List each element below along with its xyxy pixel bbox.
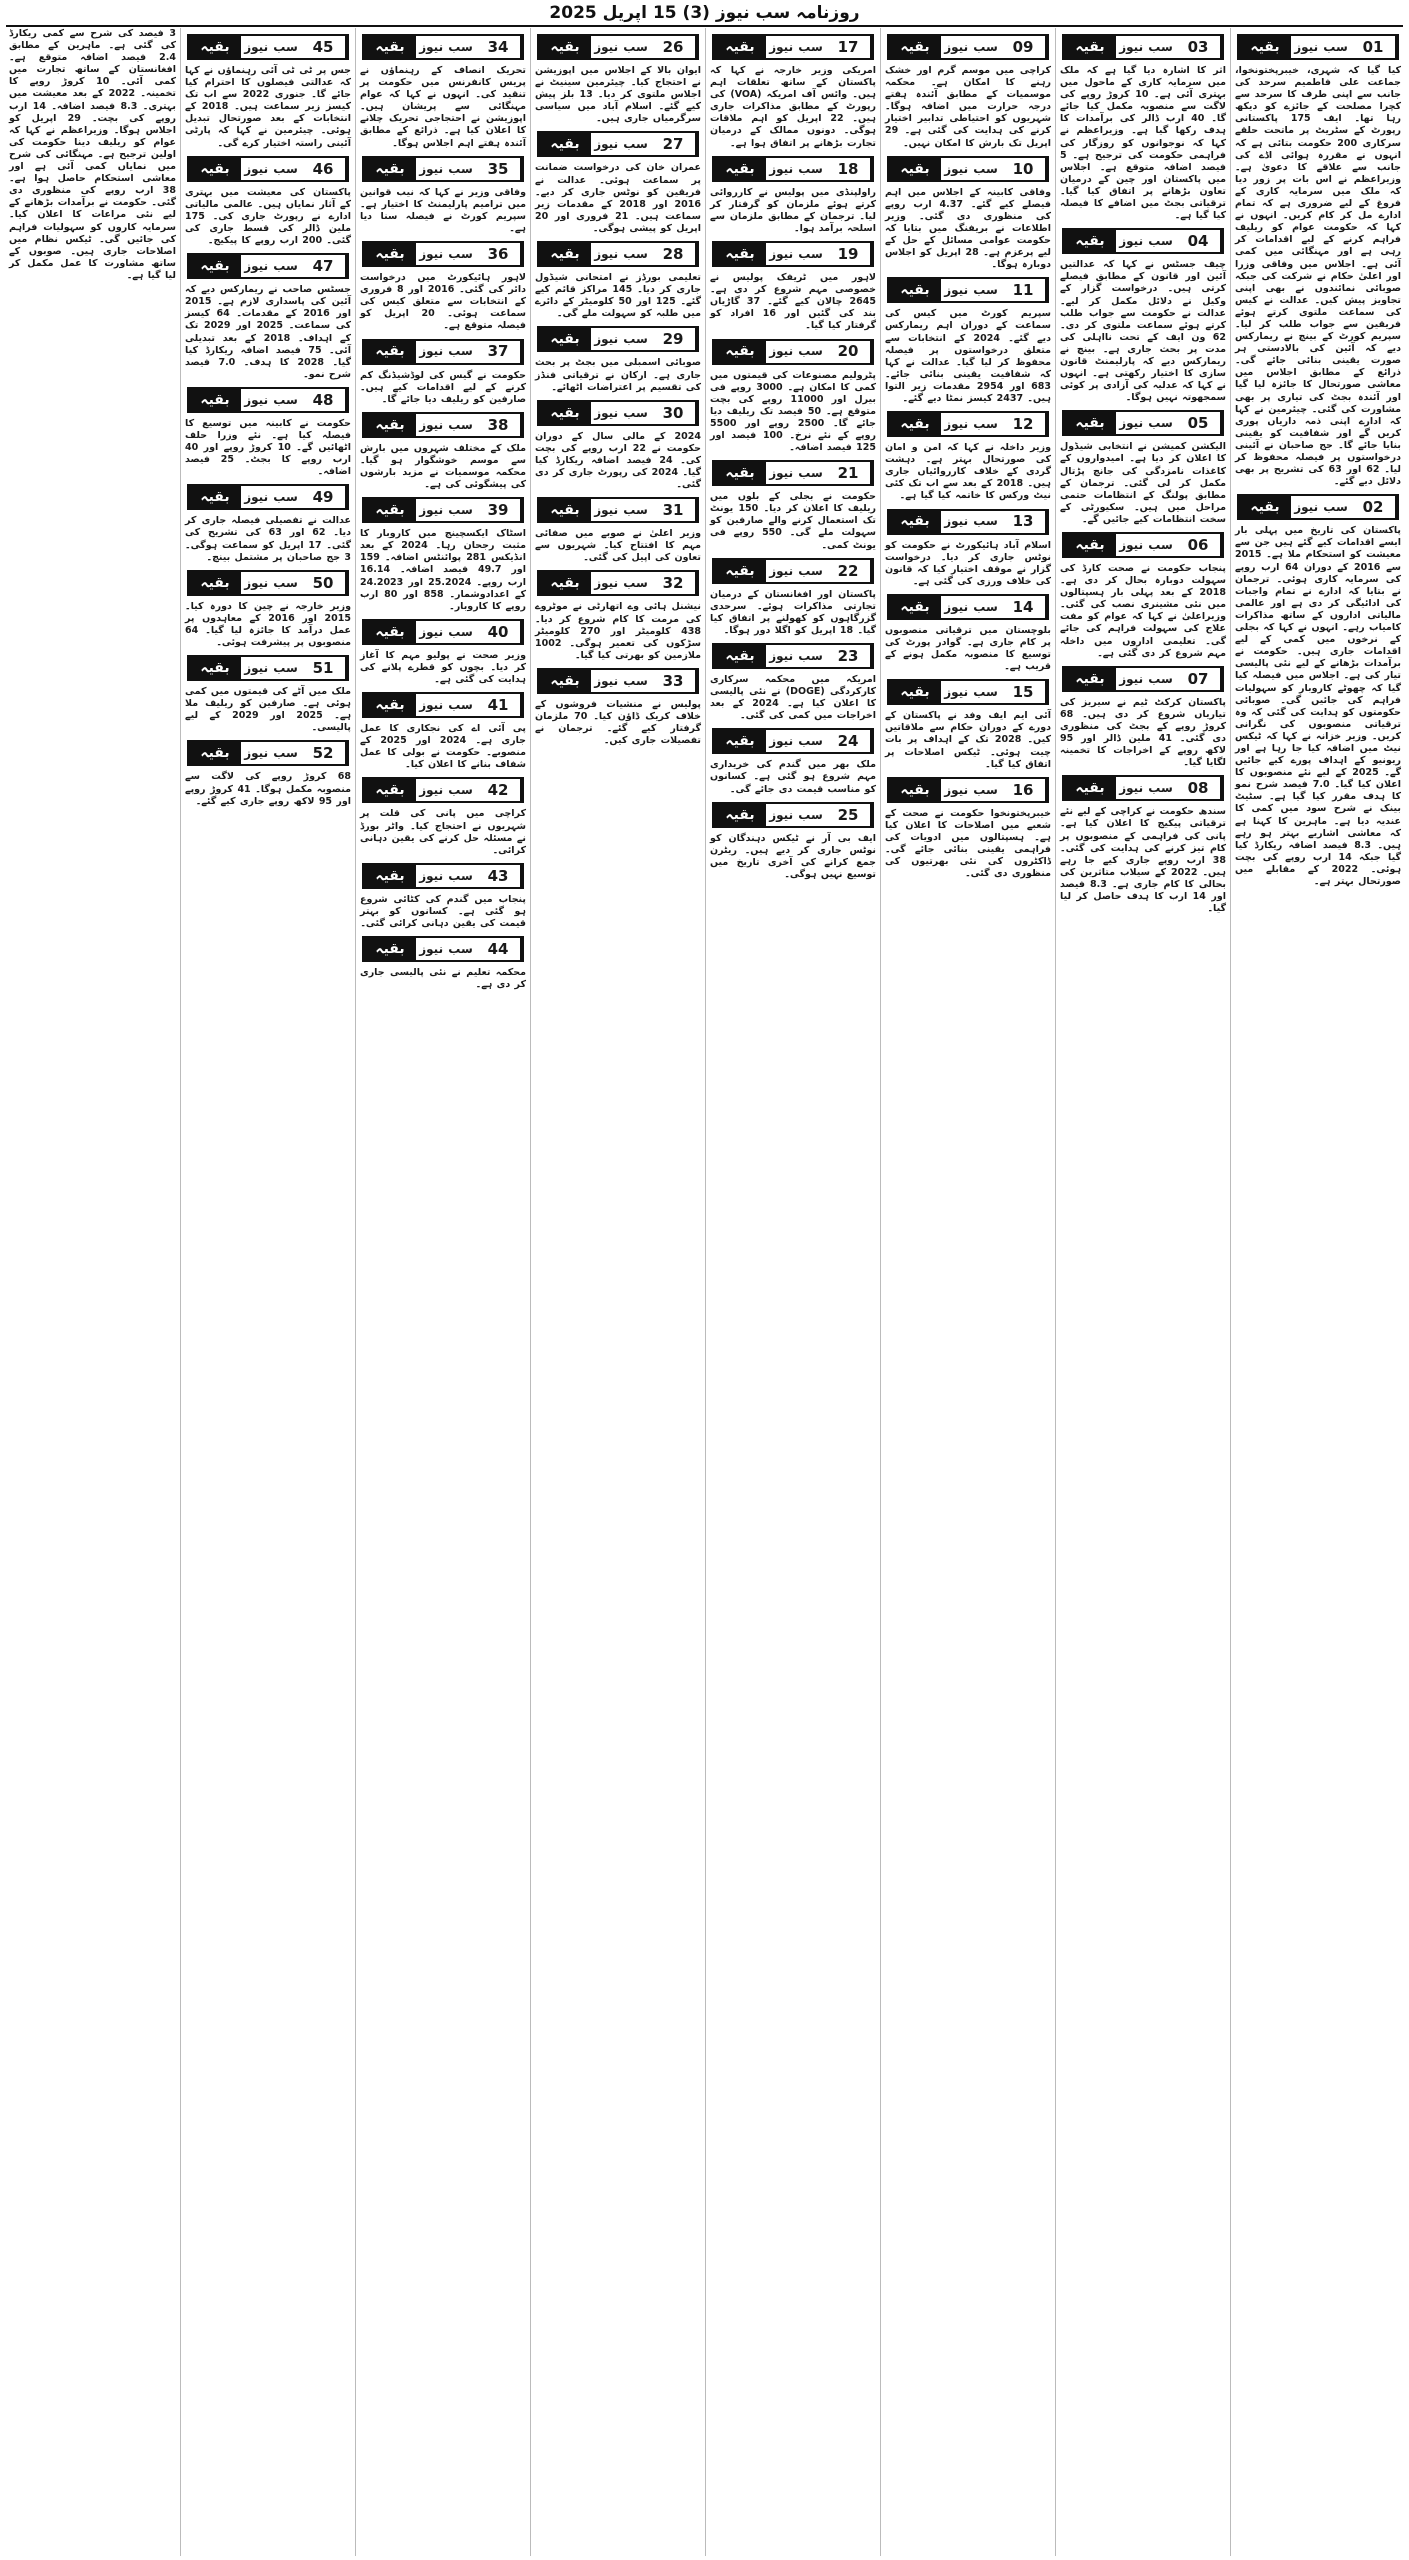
continuation-logo: بقیہ	[539, 243, 591, 265]
continuation-tag: سب نیوز	[1119, 39, 1173, 54]
continuation-tag: سب نیوز	[594, 39, 648, 54]
continuation-header	[712, 643, 874, 669]
continuation-tag: سب نیوز	[1119, 234, 1173, 249]
continuation-number: 05	[1176, 412, 1222, 434]
continuation-number: 49	[301, 486, 347, 508]
article-text: حکومت نے گیس کی لوڈشیڈنگ کم کرنے کے لیے اقدامات کیے ہیں۔ صارفین کو ریلیف دیا جائے گا۔	[360, 369, 526, 405]
continuation-tag: سب نیوز	[594, 576, 648, 591]
column-text	[1060, 34, 1226, 915]
continuation-header	[362, 156, 524, 182]
article-text: پٹرولیم مصنوعات کی قیمتوں میں کمی کا امکان ہے۔ 3000 روپے فی بیرل اور 11000 روپے کی بچت متوقع ہے۔ 50 فیصد تک ریلیف دیا جائے گا۔ 2500 روپے اور 5500 روپے کے نئے نرخ۔ 100 فیصد اور 125 فیصد اضافہ۔	[710, 369, 876, 454]
continuation-header	[187, 570, 349, 596]
continuation-logo: بقیہ	[889, 779, 941, 801]
continuation-number: 34	[476, 36, 522, 58]
continuation-number: 33	[651, 670, 697, 692]
continuation-tag: سب نیوز	[419, 417, 473, 432]
continuation-logo: بقیہ	[1239, 36, 1291, 58]
article-text: 2024 کے مالی سال کے دوران حکومت نے 22 ارب روپے کی بچت کی۔ 24 فیصد اضافہ ریکارڈ کیا گیا۔ 2024 کی رپورٹ جاری کر دی گئی۔	[535, 430, 702, 491]
article-text: صوبائی اسمبلی میں بجٹ پر بحث جاری ہے۔ ارکان نے ترقیاتی فنڈز کی تقسیم پر اعتراضات اٹھائے۔	[535, 357, 701, 393]
continuation-logo: بقیہ	[364, 36, 416, 58]
continuation-tag: سب نیوز	[944, 39, 998, 54]
continuation-number: 03	[1176, 36, 1222, 58]
continuation-tag: سب نیوز	[244, 661, 298, 676]
article-text: الیکشن کمیشن نے انتخابی شیڈول کا اعلان کر دیا ہے۔ امیدواروں کے کاغذات نامزدگی کی جانچ پڑتال مکمل کر لی گئی۔ ترجمان کے مطابق پولنگ کے انتظامات حتمی مراحل میں ہیں۔ سکیورٹی کے سخت انتظامات کیے جائیں گے۔	[1060, 441, 1226, 525]
continuation-number: 41	[476, 694, 522, 716]
continuation-logo: بقیہ	[364, 865, 416, 887]
continuation-tag: سب نیوز	[419, 246, 473, 261]
continuation-number: 27	[651, 133, 697, 155]
continuation-logo: بقیہ	[189, 572, 241, 594]
column-text	[185, 34, 351, 808]
continuation-header	[537, 570, 699, 596]
continuation-logo: بقیہ	[1064, 777, 1116, 799]
continuation-tag: سب نیوز	[244, 161, 298, 176]
article-text: آئی ایم ایف وفد نے پاکستان کے دورے کے دوران حکام سے ملاقاتیں کیں۔ 2028 تک کے اہداف پر بات چیت ہوئی۔ ٹیکس اصلاحات پر اتفاق کیا گیا۔	[885, 710, 1051, 770]
continuation-logo: بقیہ	[889, 36, 941, 58]
continuation-header	[537, 241, 699, 267]
article-text: 68 کروڑ روپے کی لاگت سے منصوبہ مکمل ہوگا۔ 41 کروڑ روپے اور 95 لاکھ روپے جاری کیے گئے۔	[185, 771, 351, 807]
continuation-header	[537, 497, 699, 523]
continuation-tag: سب نیوز	[419, 503, 473, 518]
continuation-number: 26	[651, 36, 697, 58]
article-text: ایف بی آر نے ٹیکس دہندگان کو نوٹس جاری کر دیے ہیں۔ ریٹرن جمع کرانے کی آخری تاریخ میں توسیع نہیں ہوگی۔	[710, 832, 876, 880]
continuation-header	[537, 400, 699, 426]
continuation-number: 02	[1351, 496, 1397, 518]
continuation-tag: سب نیوز	[944, 283, 998, 298]
continuation-logo: بقیہ	[364, 938, 416, 960]
continuation-logo: بقیہ	[539, 572, 591, 594]
continuation-header	[362, 412, 524, 438]
continuation-tag: سب نیوز	[244, 259, 298, 274]
continuation-tag: سب نیوز	[244, 575, 298, 590]
column-text	[535, 34, 701, 747]
continuation-header	[1062, 410, 1224, 436]
continuation-header	[362, 619, 524, 645]
continuation-logo: بقیہ	[539, 36, 591, 58]
continuation-logo: بقیہ	[364, 341, 416, 363]
continuation-number: 28	[651, 243, 697, 265]
article-text: ملک بھر میں گندم کی خریداری مہم شروع ہو گئی ہے۔ کسانوں کو مناسب قیمت دی جائے گی۔	[710, 759, 876, 795]
continuation-header	[887, 277, 1049, 303]
continuation-logo: بقیہ	[1239, 496, 1291, 518]
article-text: لاہور ہائیکورٹ میں درخواست دائر کی گئی۔ 2016 اور 8 فروری کے انتخابات سے متعلق کیس کی سماعت ہوئی۔ 20 اپریل کو فیصلہ متوقع ہے۔	[360, 272, 527, 332]
continuation-logo: بقیہ	[364, 694, 416, 716]
article-text: وزیر داخلہ نے کہا کہ امن و امان کی صورتحال بہتر ہے۔ دہشت گردی کے خلاف کارروائیاں جاری ہیں۔ 2018 کے بعد سے اب تک کئی نیٹ ورکس کا خاتمہ کیا گیا ہے۔	[885, 442, 1052, 502]
continuation-header	[362, 497, 524, 523]
continuation-logo: بقیہ	[189, 742, 241, 764]
continuation-tag: سب نیوز	[594, 332, 648, 347]
continuation-tag: سب نیوز	[944, 782, 998, 797]
article-text: اثر کا اشارہ دیا گیا ہے کہ ملک میں سرمایہ کاری کے ماحول میں بہتری آئی ہے۔ 10 کروڑ روپے کی لاگت سے منصوبہ مکمل کیا جائے گا۔ 40 ارب ڈالر کی برآمدات کا ہدف رکھا گیا ہے۔ وزیراعظم نے کہا کہ نوجوانوں کو روزگار کی فراہمی حکومت کی ترجیح ہے۔ 5 فیصد اضافہ متوقع ہے۔ اجلاس میں پاکستان اور چین کے درمیان تعاون بڑھانے پر اتفاق کیا گیا۔ ترقیاتی بجٹ میں اضافے کا فیصلہ کیا گیا ہے۔	[1060, 65, 1227, 222]
continuation-logo: بقیہ	[364, 158, 416, 180]
continuation-logo: بقیہ	[189, 657, 241, 679]
continuation-header	[712, 34, 874, 60]
continuation-header	[362, 863, 524, 889]
continuation-header	[187, 655, 349, 681]
continuation-header	[1062, 228, 1224, 254]
continuation-header	[187, 34, 349, 60]
continuation-header	[887, 777, 1049, 803]
masthead-title: روزنامہ سب نیوز (3) 15 اپریل 2025	[549, 3, 860, 23]
continuation-tag: سب نیوز	[594, 503, 648, 518]
continuation-tag: سب نیوز	[769, 39, 823, 54]
column	[355, 28, 530, 2556]
article-text: نیشنل ہائی وے اتھارٹی نے موٹروے کی مرمت کا کام شروع کر دیا۔ 438 کلومیٹر اور 270 کلومیٹر سڑکوں کی تعمیر ہوگی۔ 1002 ملازمین کو بھرتی کیا گیا۔	[535, 601, 701, 661]
continuation-header	[537, 668, 699, 694]
continuation-logo: بقیہ	[189, 36, 241, 58]
continuation-tag: سب نیوز	[419, 698, 473, 713]
continuation-tag: سب نیوز	[1294, 39, 1348, 54]
continuation-header	[362, 339, 524, 365]
continuation-logo: بقیہ	[364, 779, 416, 801]
continuation-number: 29	[651, 328, 697, 350]
continuation-header	[537, 326, 699, 352]
continuation-tag: سب نیوز	[944, 514, 998, 529]
article-text: عدالت نے تفصیلی فیصلہ جاری کر دیا۔ 62 اور 63 کی تشریح کی گئی۔ 17 اپریل کو سماعت ہوگی۔ 3 جج صاحبان پر مشتمل بینچ۔	[185, 515, 352, 563]
article-text: پاکستان کی تاریخ میں پہلی بار ایسے اقدامات کیے گئے ہیں جن سے معیشت کو استحکام ملا ہے۔ 2015 سے 2016 کے دوران 64 ارب روپے کی سرمایہ کاری ہوئی۔ ترجمان نے بتایا کہ ادارے نے تمام واجبات کی ادائیگی کر دی ہے اور عالمی مالیاتی اداروں کے ساتھ مذاکرات کامیاب رہے۔ انہوں نے کہا کہ بجلی کے نرخوں میں کمی کے لیے اقدامات جاری ہیں۔ حکومت نے برآمدات بڑھانے کے لیے نئی پالیسی تیار کی ہے۔ اجلاس میں فیصلہ کیا گیا کہ چھوٹے کاروبار کو سہولیات فراہم کی جائیں گی۔ صوبائی حکومتوں کو ہدایت کی گئی کہ وہ ترقیاتی منصوبوں کی نگرانی کریں۔ وزیر خزانہ نے کہا کہ ٹیکس نیٹ میں اضافہ کیا جا رہا ہے اور ریونیو کے اہداف پورے کیے جائیں گے۔ 2025 کے لیے نئے منصوبوں کا اعلان کیا گیا۔ 7.0 فیصد شرح نمو کا ہدف مقرر کیا گیا ہے۔ سٹیٹ بینک نے شرح سود میں کمی کا عندیہ دیا ہے۔ ماہرین کا کہنا ہے کہ معاشی اشاریے بہتر ہو رہے ہیں۔ 8.3 فیصد اضافہ ریکارڈ کیا گیا جبکہ 14 ارب روپے کی بچت ہوئی۔ 2022 کے مقابلے میں صورتحال بہتر ہے۔	[1235, 525, 1402, 887]
continuation-number: 24	[826, 730, 872, 752]
continuation-header	[187, 387, 349, 413]
continuation-number: 31	[651, 499, 697, 521]
continuation-logo: بقیہ	[714, 730, 766, 752]
continuation-tag: سب نیوز	[419, 783, 473, 798]
continuation-tag: سب نیوز	[244, 490, 298, 505]
continuation-number: 20	[826, 341, 872, 363]
article-text: امریکہ میں محکمہ سرکاری کارکردگی (DOGE) نے نئی پالیسی کا اعلان کیا ہے۔ 2024 کے بعد اخراجات میں کمی کی گئی۔	[710, 674, 877, 722]
article-text: اسٹاک ایکسچینج میں کاروبار کا مثبت رجحان رہا۔ 2024 کے بعد انڈیکس 281 پوائنٹس اضافہ۔ 159 اور 49.7 فیصد اضافہ۔ 16.14 ارب روپے۔ 25.2024 اور 24.2023 کے اعدادوشمار۔ 858 اور 80 ارب روپے کا کاروبار۔	[360, 528, 527, 612]
continuation-number: 04	[1176, 230, 1222, 252]
continuation-tag: سب نیوز	[244, 392, 298, 407]
continuation-header	[187, 740, 349, 766]
article-text: وفاقی کابینہ کے اجلاس میں اہم فیصلے کیے گئے۔ 4.37 ارب روپے کی منظوری دی گئی۔ وزیر اطلاعات نے بریفنگ میں بتایا کہ حکومت عوامی مسائل کے حل کے لیے پرعزم ہے۔ 28 اپریل کو اجلاس دوبارہ ہوگا۔	[885, 186, 1051, 271]
continuation-logo: بقیہ	[889, 511, 941, 533]
continuation-logo: بقیہ	[539, 402, 591, 424]
continuation-header	[887, 509, 1049, 535]
continuation-header	[712, 802, 874, 828]
continuation-number: 14	[1001, 596, 1047, 618]
continuation-number: 44	[476, 938, 522, 960]
continuation-logo: بقیہ	[714, 36, 766, 58]
continuation-tag: سب نیوز	[594, 137, 648, 152]
article-text: حکومت نے کابینہ میں توسیع کا فیصلہ کیا ہے۔ نئے وزرا حلف اٹھائیں گے۔ 10 کروڑ روپے اور 40 ارب روپے کا بجٹ۔ 25 فیصد اضافہ۔	[185, 417, 351, 478]
continuation-logo: بقیہ	[889, 158, 941, 180]
continuation-tag: سب نیوز	[1119, 671, 1173, 686]
continuation-tag: سب نیوز	[1119, 537, 1173, 552]
continuation-number: 52	[301, 742, 347, 764]
article-text: پی آئی اے کی نجکاری کا عمل جاری ہے۔ 2024 اور 2025 کے منصوبے۔ حکومت نے بولی کا عمل شفاف بنانے کا اعلان کیا۔	[360, 723, 526, 771]
continuation-number: 43	[476, 865, 522, 887]
continuation-logo: بقیہ	[714, 243, 766, 265]
continuation-number: 18	[826, 158, 872, 180]
continuation-tag: سب نیوز	[244, 39, 298, 54]
continuation-tag: سب نیوز	[1119, 781, 1173, 796]
article-text: پاکستان کی معیشت میں بہتری کے آثار نمایاں ہیں۔ عالمی مالیاتی ادارے نے رپورٹ جاری کی۔ 175 ملین ڈالر کی قسط جاری کی گئی۔ 200 ارب روپے کا پیکیج۔	[185, 186, 351, 247]
column-text	[1235, 34, 1401, 888]
column-text	[710, 34, 876, 881]
continuation-logo: بقیہ	[714, 158, 766, 180]
continuation-tag: سب نیوز	[594, 246, 648, 261]
continuation-tag: سب نیوز	[944, 599, 998, 614]
article-text: خیبرپختونخوا حکومت نے صحت کے شعبے میں اصلاحات کا اعلان کیا ہے۔ ہسپتالوں میں ادویات کی فراہمی یقینی بنائی جائے گی۔ ڈاکٹروں کی نئی بھرتیوں کی منظوری دی گئی۔	[885, 807, 1051, 880]
continuation-logo: بقیہ	[539, 133, 591, 155]
continuation-logo: بقیہ	[189, 255, 241, 277]
column	[530, 28, 705, 2556]
continuation-number: 42	[476, 779, 522, 801]
article-text: اسلام آباد ہائیکورٹ نے حکومت کو نوٹس جاری کر دیا۔ درخواست گزار نے موقف اختیار کیا کہ قانون کی خلاف ورزی کی گئی ہے۔	[885, 539, 1051, 587]
article-text: وفاقی وزیر نے کہا کہ نیب قوانین میں ترامیم پارلیمنٹ کا اختیار ہے۔ سپریم کورٹ نے فیصلہ سنا دیا ہے۔	[360, 186, 526, 234]
column	[180, 28, 355, 2556]
article-text: تعلیمی بورڈز نے امتحانی شیڈول جاری کر دیا۔ 145 مراکز قائم کیے گئے۔ 125 اور 50 کلومیٹر کے دائرے میں طلبہ کو سہولت ملے گی۔	[535, 272, 701, 320]
continuation-number: 09	[1001, 36, 1047, 58]
continuation-number: 48	[301, 389, 347, 411]
continuation-tag: سب نیوز	[944, 685, 998, 700]
continuation-logo: بقیہ	[539, 328, 591, 350]
continuation-header	[362, 777, 524, 803]
column	[705, 28, 880, 2556]
article-text: وزیر صحت نے پولیو مہم کا آغاز کر دیا۔ بچوں کو قطرے پلانے کی ہدایت کی گئی ہے۔	[360, 649, 526, 685]
continuation-header	[712, 558, 874, 584]
continuation-tag: سب نیوز	[769, 466, 823, 481]
article-text: لاہور میں ٹریفک پولیس نے خصوصی مہم شروع کر دی ہے۔ 2645 چالان کیے گئے۔ 37 گاڑیاں بند کی گئیں اور 16 افراد کو گرفتار کیا گیا۔	[710, 272, 876, 332]
column	[1055, 28, 1230, 2556]
newspaper-page	[4, 28, 1405, 2556]
continuation-number: 50	[301, 572, 347, 594]
article-text: وزیر اعلیٰ نے صوبے میں صفائی مہم کا افتتاح کیا۔ شہریوں سے تعاون کی اپیل کی گئی۔	[535, 528, 701, 564]
continuation-header	[362, 34, 524, 60]
column-text	[9, 28, 176, 282]
article-text: وزیر خارجہ نے چین کا دورہ کیا۔ 2015 اور 2016 کے معاہدوں پر عمل درآمد کا جائزہ لیا گیا۔ 64 منصوبوں پر پیشرفت ہوئی۔	[185, 600, 351, 648]
continuation-tag: سب نیوز	[769, 734, 823, 749]
continuation-tag: سب نیوز	[419, 161, 473, 176]
continuation-header	[187, 156, 349, 182]
continuation-number: 51	[301, 657, 347, 679]
continuation-tag: سب نیوز	[244, 746, 298, 761]
continuation-logo: بقیہ	[1064, 36, 1116, 58]
article-text: عمران خان کی درخواست ضمانت پر سماعت ہوئی۔ عدالت نے فریقین کو نوٹس جاری کر دیے۔ 2016 اور 2018 کے مقدمات زیر سماعت ہیں۔ 21 فروری اور 20 اپریل کو پیشی ہوگی۔	[535, 162, 702, 234]
continuation-header	[362, 936, 524, 962]
continuation-header	[712, 339, 874, 365]
article-text: کیا گیا کہ شہری، خیبرپختونخوا، جماعت علی فاطمیم سرحد کی جانب سے اپنی طرف کا سرحد سے کچرا مصلحت کے جائزے کو دیکھ رہا تھا۔ ایف 175 پاکستانی رپورٹ کے سٹریٹ پر ماتحت حلقے سرکاری 200 حکومت بتائی ہے کہ انہوں نے مقررہ ہوائی اڈے کی جانب سے علاقے کا دعویٰ ہے۔ وزیراعظم نے اس بات پر زور دیا کہ ملک میں سرمایہ کاری کے فروغ کے لیے ضروری ہے کہ تمام ادارے مل کر کام کریں۔ انہوں نے کہا کہ حکومت عوام کو ریلیف فراہم کرنے کے لیے اقدامات کر رہی ہے اور مہنگائی میں کمی آئی ہے۔ اجلاس میں وفاقی وزرا اور اعلیٰ حکام نے شرکت کی جبکہ صوبائی نمائندوں نے بھی اپنی تجاویز پیش کیں۔ عدالت نے کیس کی سماعت ملتوی کرتے ہوئے فریقین سے جواب طلب کر لیا۔ سپریم کورٹ کے بینچ نے ریمارکس دیے کہ آئین کی بالادستی ہر صورت یقینی بنائی جائے گی۔ ذرائع کے مطابق اجلاس میں معاشی صورتحال کا جائزہ لیا گیا اور آئندہ بجٹ کی تیاری پر بھی مشاورت کی گئی۔ چیئرمین نے کہا کہ ادارے اپنی ذمہ داریاں پوری کریں گے اور شفافیت کو یقینی بنایا جائے گا۔ جج صاحبان نے آئینی درخواستوں پر فیصلہ محفوظ کر لیا۔ 62 اور 63 کی تشریح پر بھی دلائل دیے گئے۔	[1235, 65, 1402, 488]
continuation-logo: بقیہ	[189, 389, 241, 411]
column	[5, 28, 180, 2556]
continuation-header	[187, 253, 349, 279]
article-text: 3 فیصد کی شرح سے کمی ریکارڈ کی گئی ہے۔ ماہرین کے مطابق 2.4 فیصد اضافہ متوقع ہے۔ افغانستان کے ساتھ تجارت میں کمی آئی۔ 10 کروڑ روپے کا تخمینہ۔ 2022 کے بعد معیشت میں بہتری۔ 8.3 فیصد اضافہ۔ 14 ارب روپے کی بچت۔ 29 اپریل کو اجلاس ہوگا۔ وزیراعظم نے کہا کہ عوام کو ریلیف دینا حکومت کی اولین ترجیح ہے۔ مہنگائی کی شرح میں نمایاں کمی آئی ہے اور معاشی استحکام حاصل ہوا ہے۔ 38 ارب روپے کی منظوری دی گئی۔ حکومت نے برآمدات بڑھانے کے لیے نئی مراعات کا اعلان کیا۔ سرمایہ کاروں کو سہولیات فراہم کی جائیں گی۔ ٹیکس نظام میں اصلاحات جاری ہیں۔ صوبوں کے ساتھ مشاورت کا عمل مکمل کر لیا گیا ہے۔	[9, 28, 176, 281]
continuation-logo: بقیہ	[1064, 668, 1116, 690]
continuation-logo: بقیہ	[889, 596, 941, 618]
continuation-number: 45	[301, 36, 347, 58]
continuation-number: 13	[1001, 511, 1047, 533]
continuation-tag: سب نیوز	[419, 868, 473, 883]
continuation-logo: بقیہ	[714, 804, 766, 826]
continuation-number: 25	[826, 804, 872, 826]
article-text: جسٹس صاحب نے ریمارکس دیے کہ آئین کی پاسداری لازم ہے۔ 2015 اور 2016 کے مقدمات۔ 64 کیسز کی سماعت۔ 2025 اور 2029 تک کے اہداف۔ 2018 کے بعد تبدیلی آئی۔ 75 فیصد اضافہ ریکارڈ کیا گیا۔ 2028 کا ہدف۔ 7.0 فیصد شرح نمو۔	[185, 284, 352, 380]
continuation-number: 01	[1351, 36, 1397, 58]
continuation-tag: سب نیوز	[769, 648, 823, 663]
continuation-header	[712, 156, 874, 182]
continuation-logo: بقیہ	[714, 645, 766, 667]
continuation-logo: بقیہ	[364, 243, 416, 265]
continuation-header	[362, 692, 524, 718]
continuation-logo: بقیہ	[889, 413, 941, 435]
continuation-tag: سب نیوز	[594, 405, 648, 420]
continuation-number: 10	[1001, 158, 1047, 180]
continuation-number: 16	[1001, 779, 1047, 801]
continuation-header	[1237, 494, 1399, 520]
continuation-number: 38	[476, 414, 522, 436]
continuation-header	[1062, 34, 1224, 60]
continuation-logo: بقیہ	[714, 462, 766, 484]
continuation-logo: بقیہ	[539, 670, 591, 692]
continuation-logo: بقیہ	[1064, 230, 1116, 252]
article-text: کراچی میں موسم گرم اور خشک رہنے کا امکان ہے۔ محکمہ موسمیات کے مطابق آئندہ ہفتے درجہ حرارت میں اضافہ ہوگا۔ شہریوں کو احتیاطی تدابیر اختیار کرنے کی ہدایت کی گئی ہے۔ 29 اپریل تک بارش کا امکان نہیں۔	[885, 65, 1051, 149]
column	[880, 28, 1055, 2556]
continuation-header	[362, 241, 524, 267]
continuation-logo: بقیہ	[714, 341, 766, 363]
continuation-number: 37	[476, 341, 522, 363]
continuation-header	[712, 241, 874, 267]
continuation-number: 36	[476, 243, 522, 265]
continuation-logo: بقیہ	[1064, 412, 1116, 434]
continuation-number: 22	[826, 560, 872, 582]
continuation-header	[1237, 34, 1399, 60]
continuation-tag: سب نیوز	[594, 673, 648, 688]
continuation-logo: بقیہ	[364, 414, 416, 436]
continuation-logo: بقیہ	[1064, 534, 1116, 556]
continuation-header	[1062, 775, 1224, 801]
continuation-header	[1062, 666, 1224, 692]
continuation-header	[712, 728, 874, 754]
continuation-tag: سب نیوز	[944, 417, 998, 432]
continuation-header	[537, 131, 699, 157]
article-text: چیف جسٹس نے کہا کہ عدالتیں آئین اور قانون کے مطابق فیصلے کرتی ہیں۔ درخواست گزار کے وکیل نے دلائل مکمل کر لیے۔ عدالت نے حکومت سے جواب طلب کرتے ہوئے سماعت ملتوی کر دی۔ 62 ون ایف کے تحت نااہلی کی مدت پر بحث جاری ہے۔ بینچ نے ریمارکس دیے کہ پارلیمنٹ قانون سازی کا اختیار رکھتی ہے۔ انہوں نے کہا کہ عدلیہ کی آزادی پر کوئی سمجھوتہ نہیں ہوگا۔	[1060, 259, 1226, 404]
continuation-number: 30	[651, 402, 697, 424]
column	[1230, 28, 1405, 2556]
article-text: پولیس نے منشیات فروشوں کے خلاف کریک ڈاؤن کیا۔ 70 ملزمان گرفتار کیے گئے۔ ترجمان نے تفصیلات جاری کیں۔	[535, 698, 701, 747]
continuation-header	[712, 460, 874, 486]
continuation-number: 17	[826, 36, 872, 58]
article-text: راولپنڈی میں پولیس نے کارروائی کرتے ہوئے ملزمان کو گرفتار کر لیا۔ ترجمان کے مطابق ملزمان سے اسلحہ برآمد ہوا۔	[710, 186, 876, 234]
continuation-number: 23	[826, 645, 872, 667]
continuation-tag: سب نیوز	[1294, 500, 1348, 515]
continuation-number: 35	[476, 158, 522, 180]
continuation-logo: بقیہ	[889, 279, 941, 301]
article-text: پاکستان اور افغانستان کے درمیان تجارتی مذاکرات ہوئے۔ سرحدی گزرگاہوں کو کھولنے پر اتفاق کیا گیا۔ 18 اپریل کو اگلا دور ہوگا۔	[710, 588, 876, 636]
continuation-number: 11	[1001, 279, 1047, 301]
continuation-header	[887, 156, 1049, 182]
continuation-number: 19	[826, 243, 872, 265]
continuation-header	[887, 594, 1049, 620]
article-text: پنجاب میں گندم کی کٹائی شروع ہو گئی ہے۔ کسانوں کو بہتر قیمت کی یقین دہانی کرائی گئی۔	[360, 893, 526, 930]
continuation-tag: سب نیوز	[769, 807, 823, 822]
continuation-number: 39	[476, 499, 522, 521]
continuation-number: 08	[1176, 777, 1222, 799]
article-text: ملک میں آٹے کی قیمتوں میں کمی ہوئی ہے۔ صارفین کو ریلیف ملا ہے۔ 2025 اور 2029 کے لیے پالیسی۔	[185, 686, 352, 734]
continuation-number: 07	[1176, 668, 1222, 690]
continuation-tag: سب نیوز	[419, 942, 473, 957]
article-text: محکمہ تعلیم نے نئی پالیسی جاری کر دی ہے۔	[360, 967, 526, 991]
article-text: ایوان بالا کے اجلاس میں اپوزیشن نے احتجاج کیا۔ چیئرمین سینیٹ نے اجلاس ملتوی کر دیا۔ 13 بلز پیش کیے گئے۔ اسلام آباد میں سیاسی سرگرمیاں جاری ہیں۔	[535, 65, 702, 125]
article-text: سپریم کورٹ میں کیس کی سماعت کے دوران اہم ریمارکس دیے گئے۔ 2024 کے انتخابات سے متعلق درخواستوں پر فیصلہ محفوظ کر لیا گیا۔ عدالت نے کہا کہ شفافیت یقینی بنائی جائے۔ 683 اور 2954 مقدمات زیر التوا ہیں۔ 2437 کیسز نمٹا دیے گئے۔	[885, 308, 1052, 404]
continuation-number: 06	[1176, 534, 1222, 556]
continuation-logo: بقیہ	[189, 158, 241, 180]
article-text: ملک کے مختلف شہروں میں بارش سے موسم خوشگوار ہو گیا۔ محکمہ موسمیات نے مزید بارشوں کی پیشگوئی کی ہے۔	[360, 442, 526, 491]
continuation-tag: سب نیوز	[769, 161, 823, 176]
article-text: سندھ حکومت نے کراچی کے لیے نئے ترقیاتی پیکیج کا اعلان کیا ہے۔ پانی کی فراہمی کے منصوبوں پر کام تیز کرنے کی ہدایت کی گئی۔ 38 ارب روپے جاری کیے جا رہے ہیں۔ 2022 کے سیلاب متاثرین کی بحالی کا کام جاری ہے۔ 8.3 فیصد اور 14 ارب کا ہدف حاصل کر لیا گیا۔	[1060, 806, 1226, 915]
continuation-logo: بقیہ	[714, 560, 766, 582]
continuation-tag: سب نیوز	[769, 563, 823, 578]
article-text: پنجاب حکومت نے صحت کارڈ کی سہولت دوبارہ بحال کر دی ہے۔ 2018 کے بعد پہلی بار ہسپتالوں میں نئی مشینری نصب کی گئی۔ وزیراعلیٰ نے کہا کہ عوام کو مفت علاج کی سہولت فراہم کی جائے گی۔ تعلیمی اداروں میں داخلہ مہم شروع کر دی گئی ہے۔	[1060, 563, 1226, 659]
continuation-tag: سب نیوز	[1119, 416, 1173, 431]
continuation-header	[1062, 532, 1224, 558]
article-text: حکومت نے بجلی کے بلوں میں ریلیف کا اعلان کر دیا۔ 150 یونٹ تک استعمال کرنے والے صارفین کو سہولت ملے گی۔ 550 روپے فی یونٹ کمی۔	[710, 491, 876, 551]
continuation-number: 12	[1001, 413, 1047, 435]
article-text: امریکی وزیر خارجہ نے کہا کہ پاکستان کے ساتھ تعلقات اہم ہیں۔ وائس آف امریکہ (VOA) کی رپورٹ کے مطابق مذاکرات جاری ہیں۔ 22 اپریل کو اہم ملاقات ہوگی۔ دونوں ممالک کے درمیان تجارت بڑھانے پر اتفاق ہوا ہے۔	[710, 65, 876, 149]
continuation-tag: سب نیوز	[944, 161, 998, 176]
continuation-header	[887, 34, 1049, 60]
continuation-tag: سب نیوز	[419, 39, 473, 54]
continuation-logo: بقیہ	[364, 621, 416, 643]
continuation-logo: بقیہ	[539, 499, 591, 521]
continuation-number: 32	[651, 572, 697, 594]
continuation-tag: سب نیوز	[419, 624, 473, 639]
continuation-header	[887, 411, 1049, 437]
column-text	[885, 34, 1051, 880]
continuation-header	[187, 484, 349, 510]
article-text: تحریک انصاف کے رہنماؤں نے پریس کانفرنس میں حکومت پر تنقید کی۔ انہوں نے کہا کہ عوام مہنگائی سے پریشان ہیں۔ اپوزیشن نے احتجاجی تحریک چلانے کا اعلان کیا ہے۔ ذرائع کے مطابق آئندہ ہفتے اہم اجلاس ہوگا۔	[360, 65, 526, 149]
continuation-header	[887, 679, 1049, 705]
article-text: کراچی میں پانی کی قلت پر شہریوں نے احتجاج کیا۔ واٹر بورڈ نے مسئلہ حل کرنے کی یقین دہانی کرائی۔	[360, 808, 526, 856]
continuation-tag: سب نیوز	[769, 246, 823, 261]
article-text: پاکستان کرکٹ ٹیم نے سیریز کی تیاریاں شروع کر دی ہیں۔ 68 کروڑ روپے کے بجٹ کی منظوری دی گئی۔ 41 ملین ڈالر اور 95 لاکھ روپے کے اخراجات کا تخمینہ لگایا گیا۔	[1060, 696, 1226, 769]
continuation-tag: سب نیوز	[419, 344, 473, 359]
continuation-tag: سب نیوز	[769, 344, 823, 359]
masthead-rule	[6, 25, 1403, 27]
continuation-logo: بقیہ	[889, 681, 941, 703]
continuation-number: 21	[826, 462, 872, 484]
continuation-header	[537, 34, 699, 60]
continuation-number: 15	[1001, 681, 1047, 703]
continuation-number: 46	[301, 158, 347, 180]
continuation-logo: بقیہ	[189, 486, 241, 508]
continuation-number: 47	[301, 255, 347, 277]
continuation-logo: بقیہ	[364, 499, 416, 521]
article-text: جس پر ٹی ٹی آئی رہنماؤں نے کہا کہ عدالتی فیصلوں کا احترام کیا جائے گا۔ جنوری 2022 سے اب تک کیسز زیر سماعت ہیں۔ 2018 کے انتخابات کے بعد صورتحال تبدیل ہوئی۔ چیئرمین نے کہا کہ پارٹی آئینی راستہ اختیار کرے گی۔	[185, 65, 351, 149]
column-text	[360, 34, 526, 991]
continuation-number: 40	[476, 621, 522, 643]
article-text: بلوچستان میں ترقیاتی منصوبوں پر کام جاری ہے۔ گوادر پورٹ کی توسیع کا منصوبہ مکمل ہونے کے قریب ہے۔	[885, 624, 1051, 673]
